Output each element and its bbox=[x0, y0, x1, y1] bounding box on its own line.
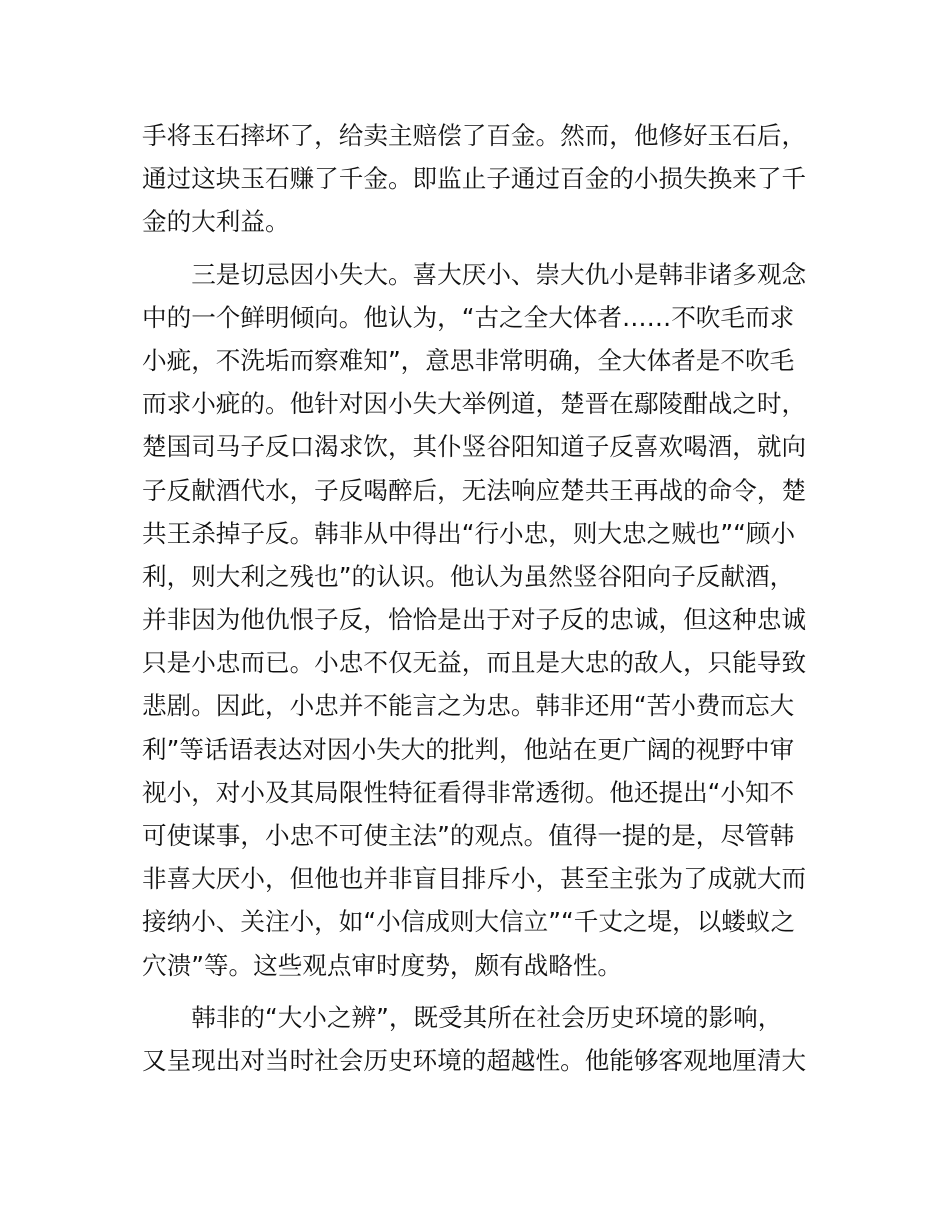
paragraph-3 bbox=[142, 996, 814, 1082]
body-text bbox=[142, 114, 814, 1082]
text-line: 利”等话语表达对因小失大的批判，他站在更广阔的视野中审 bbox=[142, 734, 795, 764]
text-line: 又呈现出对当时社会历史环境的超越性。他能够客观地厘清大 bbox=[142, 1045, 807, 1075]
text-line: 金的大利益。 bbox=[142, 207, 290, 237]
text-line: 悲剧。因此，小忠并不能言之为忠。韩非还用“苦小费而忘大 bbox=[142, 691, 795, 721]
paragraph-spacing bbox=[142, 244, 814, 253]
text-line: 只是小忠而已。小忠不仅无益，而且是大忠的敌人，只能导致 bbox=[142, 648, 807, 678]
text-line: 接纳小、关注小，如“小信成则大信立”“千丈之堤，以蝼蚁之 bbox=[142, 907, 796, 937]
paragraph-2 bbox=[142, 253, 814, 987]
text-line: 通过这块玉石赚了千金。即监止子通过百金的小损失换来了千 bbox=[142, 164, 807, 194]
text-line: 利，则大利之残也”的认识。他认为虽然竖谷阳向子反献酒， bbox=[142, 561, 795, 591]
paragraph-1 bbox=[142, 114, 814, 244]
text-line: 中的一个鲜明倾向。他认为，“古之全大体者……不吹毛而求 bbox=[142, 302, 795, 332]
text-line: 子反献酒代水，子反喝醉后，无法响应楚共王再战的命令，楚 bbox=[142, 475, 807, 505]
text-line: 共王杀掉子反。韩非从中得出“行小忠，则大忠之贼也”“顾小 bbox=[142, 518, 796, 548]
text-line: 视小，对小及其局限性特征看得非常透彻。他还提出“小知不 bbox=[142, 777, 795, 807]
text-line: 穴溃”等。这些观点审时度势，颇有战略性。 bbox=[142, 950, 623, 980]
text-line: 韩非的“大小之辨”，既受其所在社会历史环境的影响， bbox=[142, 1002, 783, 1032]
text-line: 可使谋事，小忠不可使主法”的观点。值得一提的是，尽管韩 bbox=[142, 821, 795, 850]
paragraph-spacing bbox=[142, 987, 814, 996]
text-line: 手将玉石摔坏了，给卖主赔偿了百金。然而，他修好玉石后， bbox=[142, 121, 807, 150]
text-line: 三是切忌因小失大。喜大厌小、崇大仇小是韩非诸多观念 bbox=[142, 259, 807, 289]
text-line: 并非因为他仇恨子反，恰恰是出于对子反的忠诚，但这种忠诚 bbox=[142, 605, 807, 635]
text-line: 楚国司马子反口渴求饮，其仆竖谷阳知道子反喜欢喝酒，就向 bbox=[142, 432, 807, 462]
text-line: 非喜大厌小，但他也并非盲目排斥小，甚至主张为了成就大而 bbox=[142, 864, 807, 894]
text-line: 小疵，不洗垢而察难知”，意思非常明确，全大体者是不吹毛 bbox=[142, 345, 795, 375]
text-line: 而求小疵的。他针对因小失大举例道，楚晋在鄢陵酣战之时， bbox=[142, 389, 807, 419]
